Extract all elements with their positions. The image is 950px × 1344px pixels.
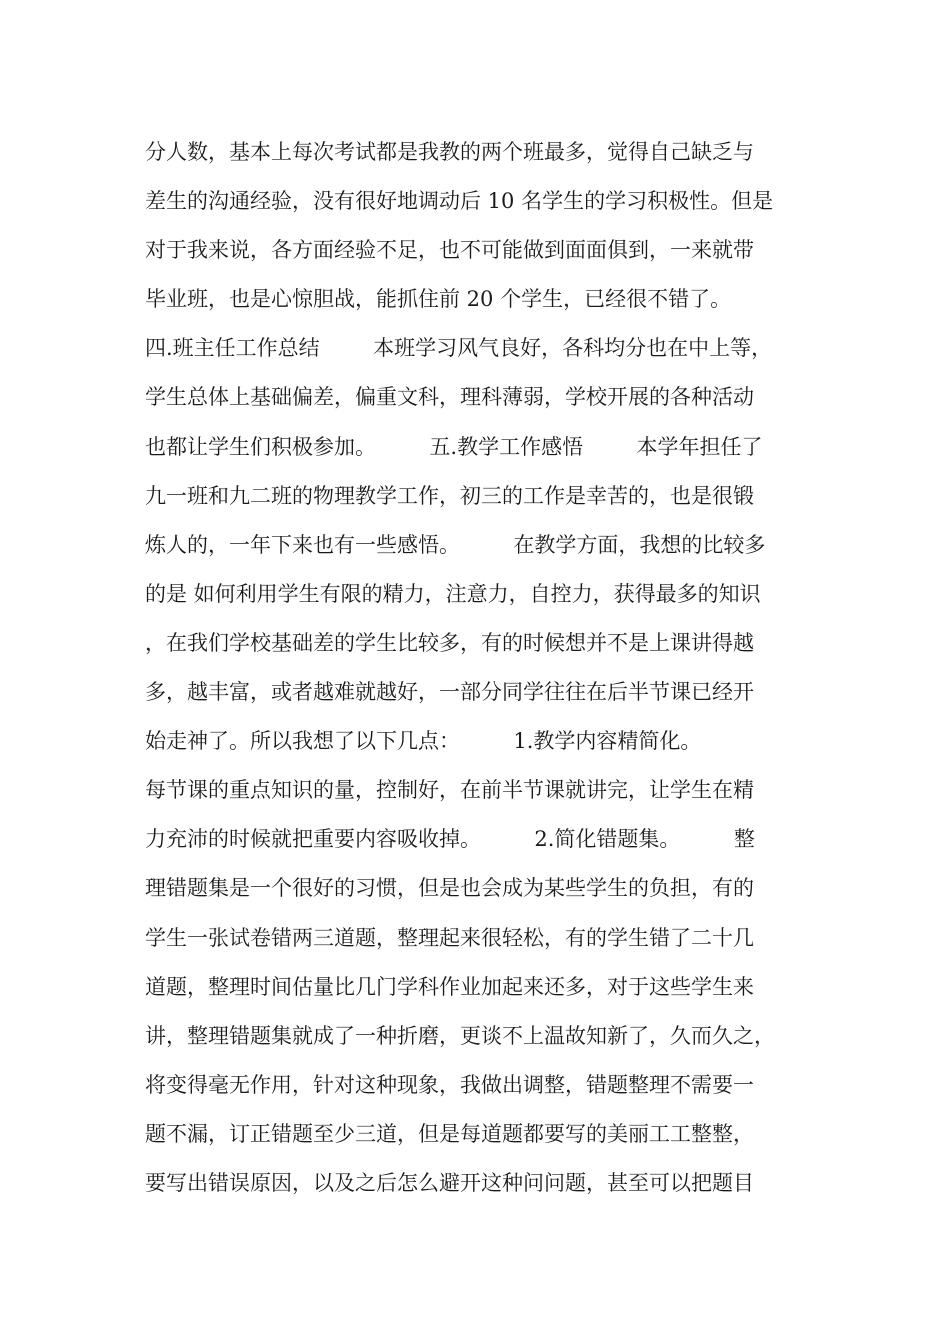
text-line: 炼人的，一年下来也有一些感悟。 在教学方面，我想的比较多 bbox=[145, 532, 766, 557]
text-line: 的是 如何利用学生有限的精力，注意力，自控力，获得最多的知识 bbox=[145, 581, 761, 606]
text-line: 学生一张试卷错两三道题，整理起来很轻松，有的学生错了二十几 bbox=[145, 925, 754, 950]
text-line: 始走神了。所以我想了以下几点： 1.教学内容精简化。 bbox=[145, 729, 702, 754]
text-line: 多，越丰富，或者越难就越好，一部分同学往往在后半节课已经开 bbox=[145, 680, 754, 705]
text-line: 要写出错误原因，以及之后怎么避开这种问问题，甚至可以把题目 bbox=[145, 1170, 754, 1195]
text-line: 对于我来说，各方面经验不足，也不可能做到面面俱到，一来就带 bbox=[145, 238, 754, 263]
text-line: 道题，整理时间估量比几门学科作业加起来还多，对于这些学生来 bbox=[145, 974, 754, 999]
text-line: 九一班和九二班的物理教学工作，初三的工作是幸苦的，也是很锻 bbox=[145, 483, 754, 508]
text-line: 力充沛的时候就把重要内容吸收掉。 2.简化错题集。 整 bbox=[145, 827, 755, 852]
text-line: 理错题集是一个很好的习惯，但是也会成为某些学生的负担，有的 bbox=[145, 876, 754, 901]
text-line: 讲，整理错题集就成了一种折磨，更谈不上温故知新了，久而久之， bbox=[145, 1023, 775, 1048]
text-line: 每节课的重点知识的量，控制好，在前半节课就讲完，让学生在精 bbox=[145, 778, 754, 803]
text-line: 也都让学生们积极参加。 五.教学工作感悟 本学年担任了 bbox=[145, 434, 763, 459]
text-line: 分人数，基本上每次考试都是我教的两个班最多，觉得自己缺乏与 bbox=[145, 140, 754, 164]
text-line: 将变得毫无作用，针对这种现象，我做出调整，错题整理不需要一 bbox=[145, 1072, 754, 1097]
body-text bbox=[145, 128, 825, 1208]
text-line: 题不漏，订正错题至少三道，但是每道题都要写的美丽工工整整， bbox=[145, 1121, 754, 1146]
text-line: 学生总体上基础偏差，偏重文科，理科薄弱，学校开展的各种活动 bbox=[145, 385, 754, 410]
text-line: 毕业班，也是心惊胆战，能抓住前 20 个学生，已经很不错了。 bbox=[145, 287, 732, 312]
text-line: 差生的沟通经验，没有很好地调动后 10 名学生的学习积极性。但是 bbox=[145, 189, 774, 214]
text-line: ，在我们学校基础差的学生比较多，有的时候想并不是上课讲得越 bbox=[145, 630, 754, 655]
text-line: 四.班主任工作总结 本班学习风气良好，各科均分也在中上等， bbox=[145, 336, 773, 361]
